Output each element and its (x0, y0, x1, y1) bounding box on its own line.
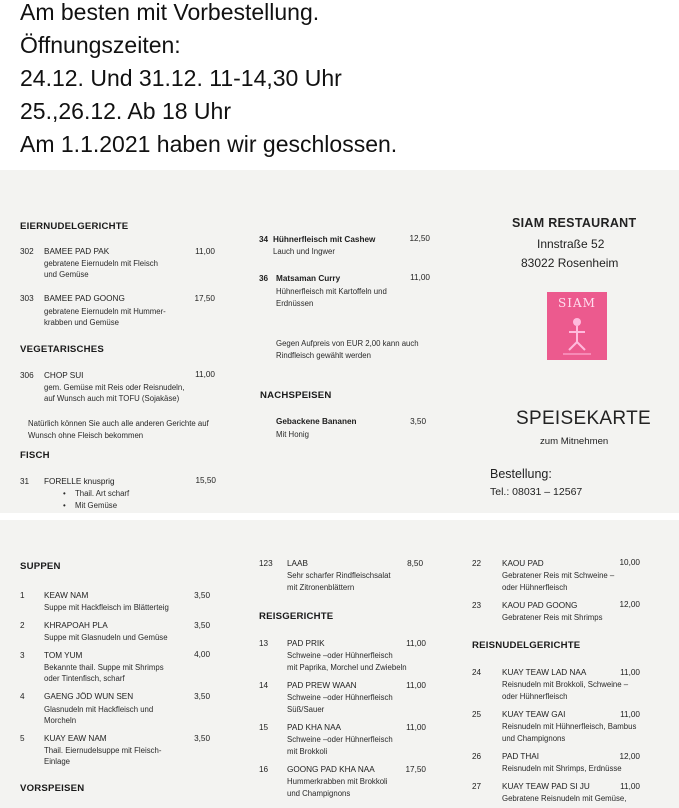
noodle-27-desc-1: Gebratene Reisnudeln mit Gemüse, (502, 794, 627, 803)
heading-suppen: SUPPEN (20, 561, 61, 572)
soup-1-desc-1: Suppe mit Hackfleisch im Blätterteig (44, 603, 169, 612)
soup-4-number: 4 (20, 692, 25, 701)
dessert-price: 3,50 (410, 417, 426, 426)
post-line-hours-1: 24.12. Und 31.12. 11-14,30 Uhr (20, 65, 342, 91)
soup-3-name: TOM YUM (44, 651, 83, 660)
rice-15-number: 15 (259, 723, 269, 732)
restaurant-city: 83022 Rosenheim (521, 256, 619, 270)
noodle-27-price: 11,00 (620, 782, 640, 791)
item-22-name: KAOU PAD (502, 559, 544, 568)
restaurant-name: SIAM RESTAURANT (512, 216, 637, 230)
dancer-icon (547, 292, 607, 360)
item-306-desc-1: gem. Gemüse mit Reis oder Reisnudeln, (44, 383, 185, 392)
soup-4-desc-2: Morcheln (44, 716, 77, 725)
item-31-price: 15,50 (195, 476, 216, 485)
heading-vegetarisches: VEGETARISCHES (20, 344, 104, 355)
post-text-area (0, 0, 679, 170)
menu-title: SPEISEKARTE (516, 408, 651, 429)
item-303-name: BAMEE PAD GOONG (44, 294, 125, 303)
noodle-27-name: KUAY TEAW PAD SI JU (502, 782, 590, 791)
noodle-26-name: PAD THAI (502, 752, 540, 761)
rice-16-number: 16 (259, 765, 269, 774)
item-123-number: 123 (259, 559, 273, 568)
soup-2-number: 2 (20, 621, 25, 630)
post-line-hours-2: 25.,26.12. Ab 18 Uhr (20, 98, 231, 124)
soup-2-desc-1: Suppe mit Glasnudeln und Gemüse (44, 633, 168, 642)
rice-15-desc-2: mit Brokkoli (287, 747, 328, 756)
soup-1-number: 1 (20, 591, 25, 600)
item-34-desc-1: Lauch und Ingwer (273, 247, 335, 256)
item-36-name: Matsaman Curry (276, 274, 341, 283)
item-303-desc-1: gebratene Eiernudeln mit Hummer- (44, 307, 166, 316)
item-34-number: 34 (259, 235, 269, 244)
item-123-price: 8,50 (407, 559, 423, 568)
rice-15-price: 11,00 (406, 723, 426, 732)
item-31-desc-1: • Thail. Art scharf (75, 488, 129, 500)
noodle-25-name: KUAY TEAW GAI (502, 710, 566, 719)
soup-2-name: KHRAPOAH PLA (44, 621, 108, 630)
rice-15-name: PAD KHA NAA (287, 723, 341, 732)
heading-nachspeisen: NACHSPEISEN (260, 390, 332, 401)
item-31-name: FORELLE knusprig (44, 477, 115, 486)
soup-3-desc-1: Bekannte thail. Suppe mit Shrimps (44, 663, 164, 672)
item-306-price: 11,00 (195, 370, 215, 379)
noodle-24-price: 11,00 (620, 668, 640, 677)
rice-16-desc-2: und Champignons (287, 789, 351, 798)
logo-text: SIAM (558, 296, 596, 310)
rice-14-name: PAD PREW WAAN (287, 681, 357, 690)
post-line-closed: Am 1.1.2021 haben wir geschlossen. (20, 131, 398, 157)
item-31-number: 31 (20, 477, 30, 486)
noodle-27-number: 27 (472, 782, 482, 791)
item-36-number: 36 (259, 274, 269, 283)
item-303-number: 303 (20, 294, 34, 303)
restaurant-logo (547, 292, 607, 360)
heading-reisgerichte: REISGERICHTE (259, 611, 334, 622)
item-22-price: 10,00 (619, 558, 640, 567)
vegetarian-note-1: Natürlich können Sie auch alle anderen Gerichte auf (28, 419, 209, 428)
item-123-desc-2: mit Zitronenblättern (287, 583, 355, 592)
heading-fisch: FISCH (20, 450, 50, 461)
noodle-25-desc-1: Reisnudeln mit Hühnerfleisch, Bambus (502, 722, 637, 731)
order-phone: Tel.: 08031 – 12567 (490, 486, 583, 498)
soup-5-price: 3,50 (194, 734, 210, 743)
item-34-name: Hühnerfleisch mit Cashew (273, 235, 376, 244)
rice-14-desc-1: Schweine –oder Hühnerfleisch (287, 693, 393, 702)
item-302-price: 11,00 (195, 247, 215, 256)
soup-5-desc-2: Einlage (44, 757, 71, 766)
heading-reisnudelgerichte: REISNUDELGERICHTE (472, 640, 581, 651)
noodle-26-price: 12,00 (619, 752, 640, 761)
noodle-24-desc-2: oder Hühnerfleisch (502, 692, 568, 701)
item-302-desc-2: und Gemüse (44, 270, 89, 279)
rice-14-number: 14 (259, 681, 269, 690)
soup-3-desc-2: oder Tintenfisch, scharf (44, 674, 125, 683)
noodle-25-desc-2: und Champignons (502, 734, 566, 743)
soup-5-name: KUAY EAW NAM (44, 734, 107, 743)
rice-13-desc-2: mit Paprika, Morchel und Zwiebeln (287, 663, 407, 672)
item-123-desc-1: Sehr scharfer Rindfleischsalat (287, 571, 391, 580)
item-23-desc-1: Gebratener Reis mit Shrimps (502, 613, 603, 622)
soup-3-price: 4,00 (194, 650, 210, 659)
item-306-number: 306 (20, 371, 34, 380)
rice-15-desc-1: Schweine –oder Hühnerfleisch (287, 735, 393, 744)
soup-1-name: KEAW NAM (44, 591, 89, 600)
soup-5-number: 5 (20, 734, 25, 743)
soup-4-name: GAENG JÖD WUN SEN (44, 692, 134, 701)
soup-4-desc-1: Glasnudeln mit Hackfleisch und (44, 705, 154, 714)
item-306-name: CHOP SUI (44, 371, 84, 380)
dessert-name: Gebackene Bananen (276, 417, 357, 426)
rice-16-name: GOONG PAD KHA NAA (287, 765, 375, 774)
item-306-desc-2: auf Wunsch auch mit TOFU (Sojakäse) (44, 394, 180, 403)
post-line-hours-heading: Öffnungszeiten: (20, 32, 181, 58)
item-23-name: KAOU PAD GOONG (502, 601, 578, 610)
item-22-desc-1: Gebratener Reis mit Schweine – (502, 571, 615, 580)
menu-subtitle: zum Mitnehmen (540, 436, 609, 447)
item-303-price: 17,50 (194, 294, 215, 303)
soup-1-price: 3,50 (194, 591, 210, 600)
soup-3-number: 3 (20, 651, 25, 660)
rice-13-price: 11,00 (406, 639, 426, 648)
item-23-price: 12,00 (619, 600, 640, 609)
noodle-24-desc-1: Reisnudeln mit Brokkoli, Schweine – (502, 680, 629, 689)
item-23-number: 23 (472, 601, 482, 610)
soup-5-desc-1: Thail. Eiernudelsuppe mit Fleisch- (44, 746, 162, 755)
noodle-24-name: KUAY TEAW LAD NAA (502, 668, 587, 677)
rice-13-number: 13 (259, 639, 269, 648)
item-36-desc-1: Hühnerfleisch mit Kartoffeln und (276, 287, 387, 296)
noodle-26-desc-1: Reisnudeln mit Shrimps, Erdnüsse (502, 764, 622, 773)
heading-eiernudelgerichte: EIERNUDELGERICHTE (20, 221, 129, 232)
vegetarian-note-2: Wunsch ohne Fleisch bekommen (28, 431, 144, 440)
rice-14-price: 11,00 (406, 681, 426, 690)
item-22-number: 22 (472, 559, 482, 568)
noodle-25-price: 11,00 (620, 710, 640, 719)
order-label: Bestellung: (490, 467, 552, 481)
surcharge-note-2: Rindfleisch gewählt werden (276, 351, 371, 360)
rice-16-desc-1: Hummerkrabben mit Brokkoli (287, 777, 388, 786)
heading-vorspeisen: VORSPEISEN (20, 783, 85, 794)
item-31-desc-2: • Mit Gemüse (75, 500, 117, 512)
item-302-desc-1: gebratene Eiernudeln mit Fleisch (44, 259, 158, 268)
item-123-name: LAAB (287, 559, 308, 568)
item-22-desc-2: oder Hühnerfleisch (502, 583, 568, 592)
rice-13-desc-1: Schweine –oder Hühnerfleisch (287, 651, 393, 660)
rice-14-desc-2: Süß/Sauer (287, 705, 325, 714)
surcharge-note-1: Gegen Aufpreis von EUR 2,00 kann auch (276, 339, 419, 348)
restaurant-street: Innstraße 52 (537, 237, 605, 251)
item-34-price: 12,50 (409, 234, 430, 243)
item-302-name: BAMEE PAD PAK (44, 247, 110, 256)
noodle-26-number: 26 (472, 752, 482, 761)
item-302-number: 302 (20, 247, 34, 256)
soup-4-price: 3,50 (194, 692, 210, 701)
post-line-preorder: Am besten mit Vorbestellung. (20, 0, 320, 25)
soup-2-price: 3,50 (194, 621, 210, 630)
noodle-24-number: 24 (472, 668, 482, 677)
rice-13-name: PAD PRIK (287, 639, 325, 648)
item-36-price: 11,00 (410, 273, 430, 282)
dessert-desc: Mit Honig (276, 430, 309, 439)
item-36-desc-2: Erdnüssen (276, 299, 314, 308)
noodle-25-number: 25 (472, 710, 482, 719)
item-303-desc-2: krabben und Gemüse (44, 318, 119, 327)
rice-16-price: 17,50 (405, 765, 426, 774)
